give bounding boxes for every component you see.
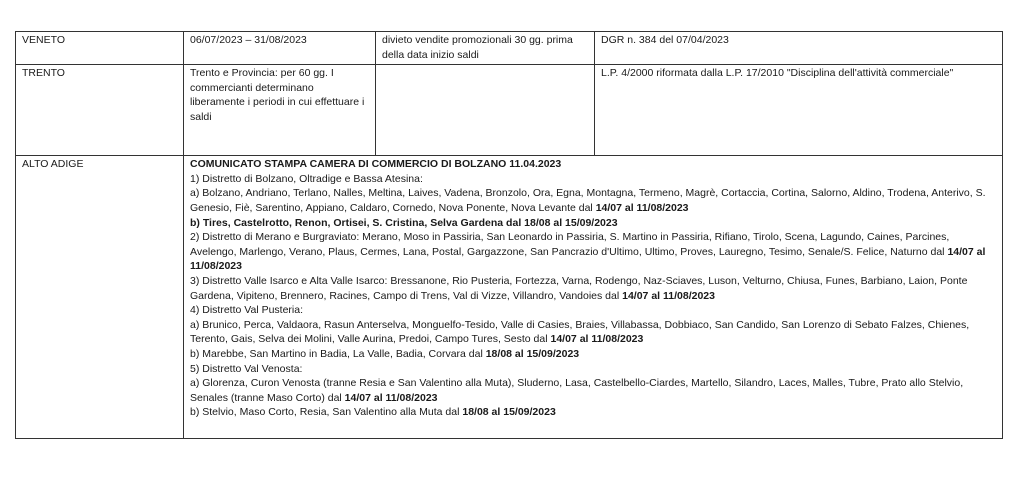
district-3-text: 3) Distretto Valle Isarco e Alta Valle Isarco: Bressanone, Rio Pusteria, Fortezza, Varna, Rodengo, Naz-Sciaves, Luson, Velturno, Chiusa, Funes, Barbiano, Laion, Ponte Gardena, Vipiteno, Brennero, Racines, Campo di Trens, Val di Vizze, Villandro, Vandoies dal [190, 274, 968, 302]
district-4-b-text: b) Marebbe, San Martino in Badia, La Valle, Badia, Corvara dal [190, 347, 486, 360]
district-4-title: 4) Distretto Val Pusteria: [190, 304, 304, 317]
table-row [16, 32, 1003, 65]
table-row [16, 65, 1003, 156]
press-release-heading: COMUNICATO STAMPA CAMERA DI COMMERCIO DI BOLZANO 11.04.2023 [190, 158, 562, 171]
period-cell: 06/07/2023 – 31/08/2023 [184, 32, 376, 65]
region-cell: TRENTO [16, 65, 184, 156]
district-1-b-text: b) Tires, Castelrotto, Renon, Ortisei, S. Cristina, Selva Gardena dal [190, 216, 525, 229]
district-1-b [190, 216, 996, 231]
table-row [16, 156, 1003, 439]
notes-cell: divieto vendite promozionali 30 gg. prima della data inizio saldi [376, 32, 595, 65]
law-cell: DGR n. 384 del 07/04/2023 [595, 32, 1003, 65]
district-2-dates: 14/07 al 11/08/2023 [190, 245, 986, 273]
region-cell: VENETO [16, 32, 184, 65]
district-2-text: 2) Distretto di Merano e Burgraviato: Merano, Moso in Passiria, San Leonardo in Passiria, S. Martino in Passiria, Rifiano, Tirolo, Scena, Lagundo, Caines, Parcines, Avelengo, Marlengo, Verano, Plaus, Cermes, Lana, Postal, Gargazzone, San Pancrazio d'Ultimo, Ultimo, Proves, Lauregno, Tesimo, Senale/S. Felice, Naturno dal [190, 231, 950, 258]
district-4-a-dates: 14/07 al 11/08/2023 [550, 333, 644, 346]
district-5-a-text: a) Glorenza, Curon Venosta (tranne Resia e San Valentino alla Muta), Sluderno, Lasa, Castelbello-Ciardes, Martello, Silandro, Laces, Malles, Tubre, Prato allo Stelvio, Senales (tranne Maso Corto) dal [190, 377, 964, 404]
district-5-b-dates: 18/08 al 15/09/2023 [462, 406, 556, 419]
district-1-a-dates: 14/07 al 11/08/2023 [595, 201, 689, 214]
district-3-dates: 14/07 al 11/08/2023 [622, 289, 715, 302]
saldi-table [15, 31, 1003, 439]
alto-adige-details-cell [184, 156, 1003, 439]
district-3 [190, 274, 996, 303]
district-5-a-dates: 14/07 al 11/08/2023 [344, 391, 438, 404]
district-5-b-text: b) Stelvio, Maso Corto, Resia, San Valentino alla Muta dal [190, 406, 463, 419]
notes-cell [376, 65, 595, 156]
district-1-title: 1) Distretto di Bolzano, Oltradige e Bassa Atesina: [190, 172, 423, 185]
district-1-b-dates: 18/08 al 15/09/2023 [524, 216, 618, 229]
district-1-a-text: a) Bolzano, Andriano, Terlano, Nalles, Meltina, Laives, Vadena, Bronzolo, Ora, Egna, Montagna, Termeno, Magrè, Cortaccia, Cortina, Salorno, Aldino, Trodena, Anterivo, S. Genesio, Fiè, Sarentino, Appiano, Caldaro, Cornedo, Nova Ponente, Nova Levante dal [190, 187, 986, 214]
district-1-a [190, 186, 996, 215]
district-5-title: 5) Distretto Val Venosta: [190, 362, 303, 375]
district-2 [190, 230, 996, 274]
district-5-b [190, 405, 996, 420]
district-5-a [190, 376, 996, 405]
region-cell: ALTO ADIGE [16, 156, 184, 439]
district-4-a-text: a) Brunico, Perca, Valdaora, Rasun Anterselva, Monguelfo-Tesido, Valle di Casies, Braies, Villabassa, Dobbiaco, San Candido, San Lorenzo di Sebato Falzes, Chienes, Terento, Gais, Selva dei Molini, Valle Aurina, Predoi, Campo Tures, Sesto dal [190, 318, 970, 346]
law-cell: L.P. 4/2000 riformata dalla L.P. 17/2010 "Disciplina dell'attività commerciale" [595, 65, 1003, 156]
period-cell: Trento e Provincia: per 60 gg. I commercianti determinano liberamente i periodi in cui effettuare i saldi [184, 65, 376, 156]
district-4-b-dates: 18/08 al 15/09/2023 [485, 347, 580, 360]
district-4-a [190, 318, 996, 347]
district-4-b [190, 347, 996, 362]
